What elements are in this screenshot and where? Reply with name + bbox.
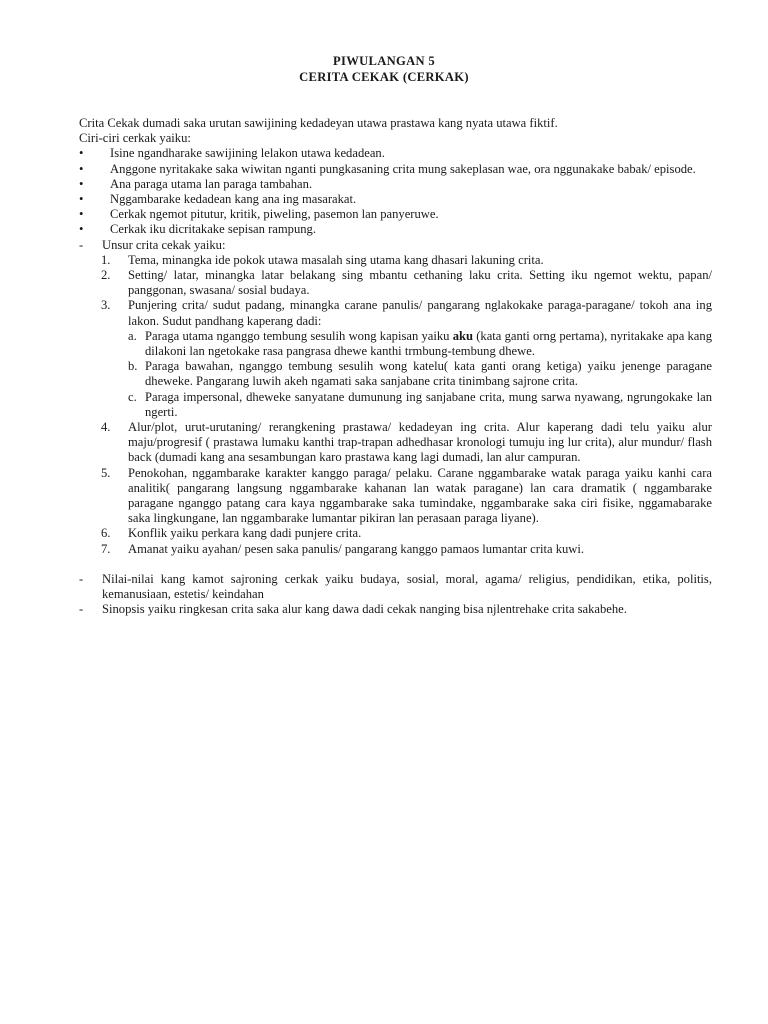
- page-subtitle: CERITA CEKAK (CERKAK): [299, 70, 469, 84]
- list-item: 6. Konflik yaiku perkara kang dadi punjere crita.: [101, 526, 362, 541]
- list-item: 1. Tema, minangka ide pokok utawa masalah sing utama kang dhasari lakuning crita.: [101, 252, 544, 267]
- ciri-heading: Ciri-ciri cerkak yaiku:: [79, 131, 191, 146]
- list-item: a. Paraga utama nganggo tembung sesulih wong kapisan yaiku aku (kata ganti orng pertama), nyritakake apa kang dilakoni lan ngetokake rasa pangrasa dhewe kanthi trmbung-tembung dhewe.: [128, 328, 712, 359]
- ciri-list: [79, 146, 712, 237]
- list-item: 3. Punjering crita/ sudut padang, minangka carane panulis/ pangarang nglakokake paraga-paragane/ tokoh ana ing lakon. Sudut pandhang kaperang dadi:: [101, 298, 712, 328]
- list-item: • Cerkak iku dicritakake sepisan rampung.: [79, 222, 316, 237]
- list-item: c. Paraga impersonal, dheweke sanyatane dumunung ing sanjabane crita, mung sarwa nyawang, ngrungokake lan ngerti.: [128, 389, 712, 419]
- bullet-icon: •: [79, 161, 84, 176]
- list-item: • Anggone nyritakake saka wiwitan nganti pungkasaning crita mung sakeplasan wae, ora nggunakake babak/ episode.: [79, 161, 696, 176]
- dash-icon: -: [79, 602, 84, 617]
- dash-icon: -: [79, 571, 84, 586]
- unsur-list: [79, 253, 712, 329]
- unsur-list-continued: [79, 420, 712, 557]
- list-item: • Nggambarake kedadean kang ana ing masarakat.: [79, 192, 357, 207]
- list-item: • Cerkak ngemot pitutur, kritik, piweling, pasemon lan panyeruwe.: [79, 207, 439, 222]
- unsur-heading: - Unsur crita cekak yaiku:: [79, 237, 226, 252]
- list-item: 2. Setting/ latar, minangka latar belakang sing mbantu cethaning laku crita. Setting iku ngemot wektu, papan/ panggonan, swasana/ sosial budaya.: [101, 268, 712, 298]
- sudut-list: [79, 329, 712, 420]
- spacer: [79, 557, 712, 572]
- list-item: 4. Alur/plot, urut-urutaning/ rerangkening prastawa/ kedadeyan ing crita. Alur kaperang dadi telu yaiku alur maju/progresif ( prastawa lumaku kanthi trap-trapan adhedhasar kronologi tumuju ing lur crita), alur mundur/ flash back (dumadi kang ana sesambungan karo prastawa kang lagi dumadi, lan alur campuran.: [101, 420, 712, 465]
- list-item: 7. Amanat yaiku ayahan/ pesen saka panulis/ pangarang kanggo pamaos lumantar crita kuwi.: [101, 541, 585, 556]
- bullet-icon: •: [79, 207, 84, 222]
- list-item: • Ana paraga utama lan paraga tambahan.: [79, 176, 313, 191]
- nilai-item: - Nilai-nilai kang kamot sajroning cerkak yaiku budaya, sosial, moral, agama/ religius, pendidikan, etika, politis, kemanusiaan, estetis/ keindahan: [79, 571, 712, 602]
- page-title: PIWULANGAN 5: [333, 54, 435, 68]
- bullet-icon: •: [79, 222, 84, 237]
- bullet-icon: •: [79, 146, 84, 161]
- list-item: b. Paraga bawahan, nganggo tembung sesulih wong katelu( kata ganti orang ketiga) yaiku jenenge paragane dheweke. Pangarang luwih akeh ngamati saka sanjabane crita tinimbang sajrone crita.: [128, 359, 712, 389]
- intro-paragraph: Crita Cekak dumadi saka urutan sawijining kedadeyan utawa prastawa kang nyata utawa fiktif.: [79, 116, 558, 130]
- list-item: 5. Penokohan, nggambarake karakter kanggo paraga/ pelaku. Carane nggambarake watak paraga yaiku kanhi cara analitik( pangarang langsung nggambarake kahanan lan watak paragane) lan cara dramatik ( nggambarake paragane nganggo patang cara kaya nggambarake saka tumindake, nggambarake saka ciri fisike, nggamabarake saka lingkungane, lan nggambarake lumantar pikiran lan perasaan paraga liyane).: [101, 465, 712, 526]
- bullet-icon: •: [79, 192, 84, 207]
- bullet-icon: •: [79, 176, 84, 191]
- dash-icon: -: [79, 237, 84, 252]
- list-item: • Isine ngandharake sawijining lelakon utawa kedadean.: [79, 146, 385, 161]
- bold-term: aku: [452, 328, 473, 343]
- document-body: [79, 116, 712, 618]
- sinopsis-item: - Sinopsis yaiku ringkesan crita saka alur kang dawa dadi cekak nanging bisa njlentrehake crita sakabehe.: [79, 602, 627, 617]
